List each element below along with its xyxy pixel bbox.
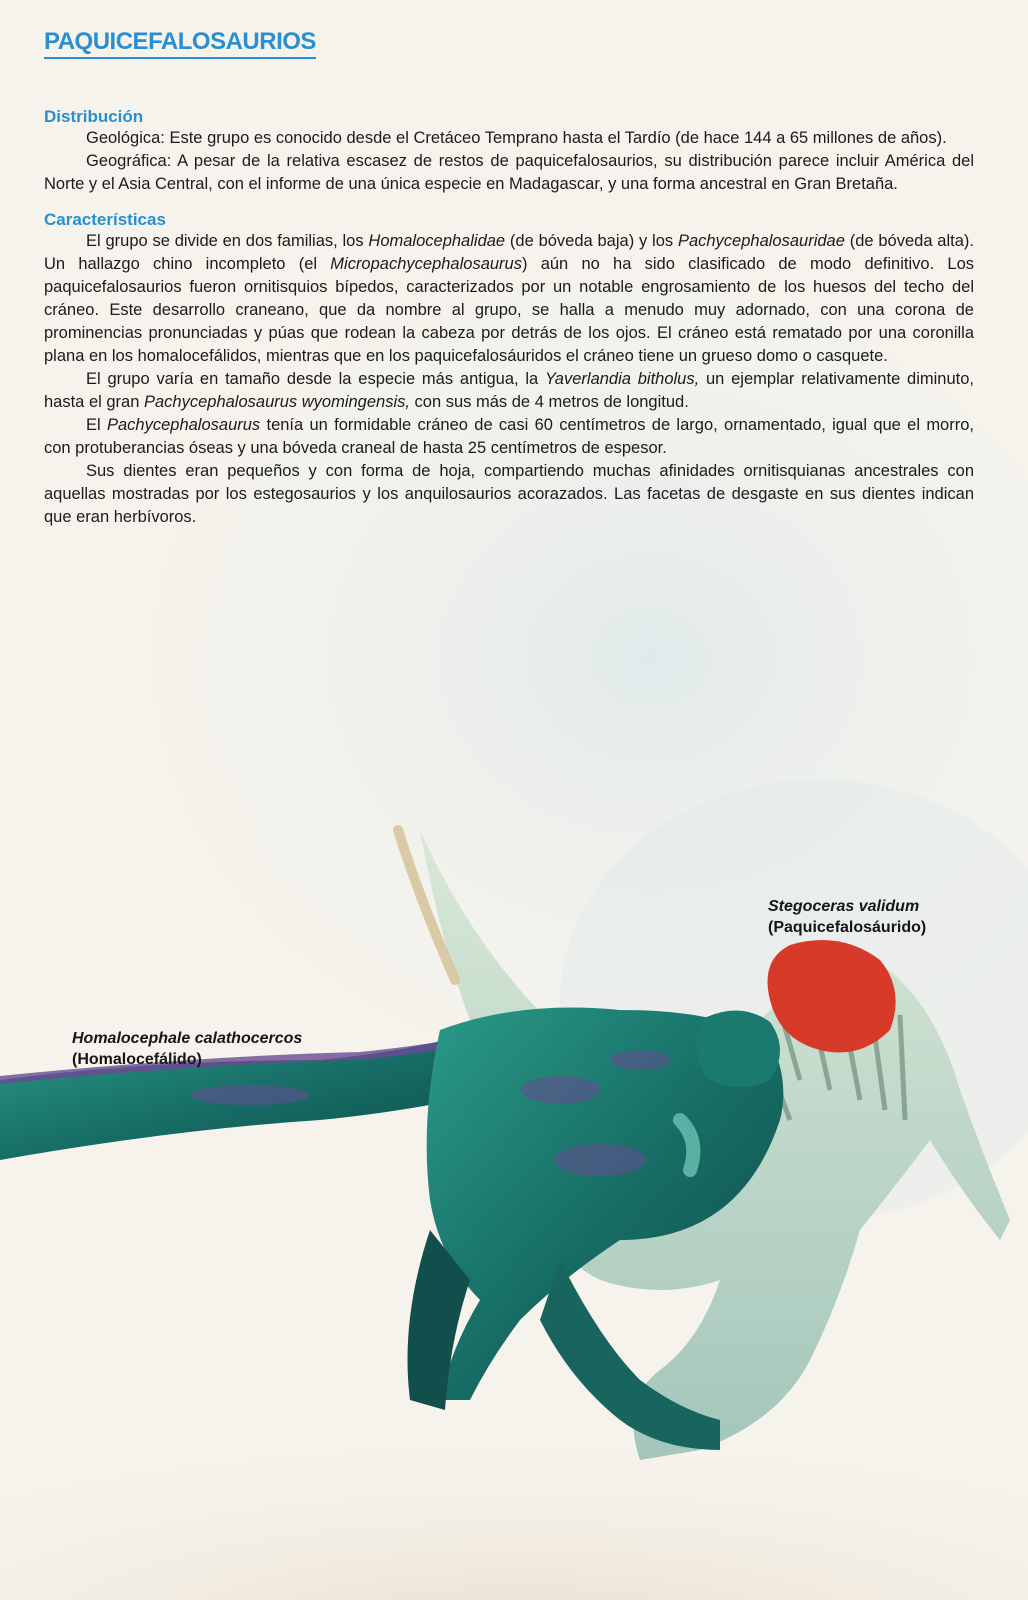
caption-homalocephale xyxy=(72,1028,302,1070)
caption-homalocephale-species: Homalocephale calathocercos xyxy=(72,1030,303,1047)
characteristics-paragraph-2: El grupo varía en tamaño desde la especie más antigua, la Yaverlandia bitholus, un ejemplar relativamente diminuto, hasta el gran Pachycephalosaurus wyomingensis, con sus más de 4 metros de longitud. xyxy=(44,370,974,411)
characteristics-paragraph-4: Sus dientes eran pequeños y con forma de hoja, compartiendo muchas afinidades ornitisquianas ancestrales con aquellas mostradas por los estegosaurios y los anquilosaurios acorazados. Las facetas de desgaste en sus dientes indican que eran herbívoros. xyxy=(44,462,974,526)
characteristics-section xyxy=(44,210,974,529)
article xyxy=(44,28,974,529)
distribution-section xyxy=(44,107,974,196)
characteristics-heading: Características xyxy=(44,210,166,229)
caption-stegoceras-species: Stegoceras validum xyxy=(768,898,920,915)
dinosaur-illustration xyxy=(0,760,1028,1600)
distribution-geologic: Geológica: Este grupo es conocido desde el Cretáceo Temprano hasta el Tardío (de hace 144 a 65 millones de años). xyxy=(86,129,947,147)
distribution-geographic: Geográfica: A pesar de la relativa escasez de restos de paquicefalosaurios, su distribución parece incluir América del Norte y el Asia Central, con el informe de una única especie en Madagascar, y una forma ancestral en Gran Bretaña. xyxy=(44,152,974,193)
page-title: PAQUICEFALOSAURIOS xyxy=(44,28,316,59)
caption-stegoceras xyxy=(768,896,926,938)
distribution-heading: Distribución xyxy=(44,107,144,126)
caption-stegoceras-family: (Paquicefalosáurido) xyxy=(768,919,927,936)
characteristics-paragraph-1: El grupo se divide en dos familias, los Homalocephalidae (de bóveda baja) y los Pachycephalosauridae (de bóveda alta). Un hallazgo chino incompleto (el Micropachycephalosaurus) aún no ha sido clasificado de modo definitivo. Los paquicefalosaurios fueron ornitisquios bípedos, caracterizados por un notable engrosamiento de los huesos del techo del cráneo. Este desarrollo craneano, que da nombre al grupo, se halla a menudo muy adornado, con una corona de prominencias pronunciadas y púas que rodean la cabeza por detrás de los ojos. El cráneo está rematado por una coronilla plana en los homalocefálidos, mientras que en los paquicefalosáuridos el cráneo tiene un grueso domo o casquete. xyxy=(44,232,974,365)
caption-homalocephale-family: (Homalocefálido) xyxy=(72,1051,202,1068)
characteristics-paragraph-3: El Pachycephalosaurus tenía un formidable cráneo de casi 60 centímetros de largo, ornamentado, igual que el morro, con protuberancias óseas y una bóveda craneal de hasta 25 centímetros de espesor. xyxy=(44,416,974,457)
